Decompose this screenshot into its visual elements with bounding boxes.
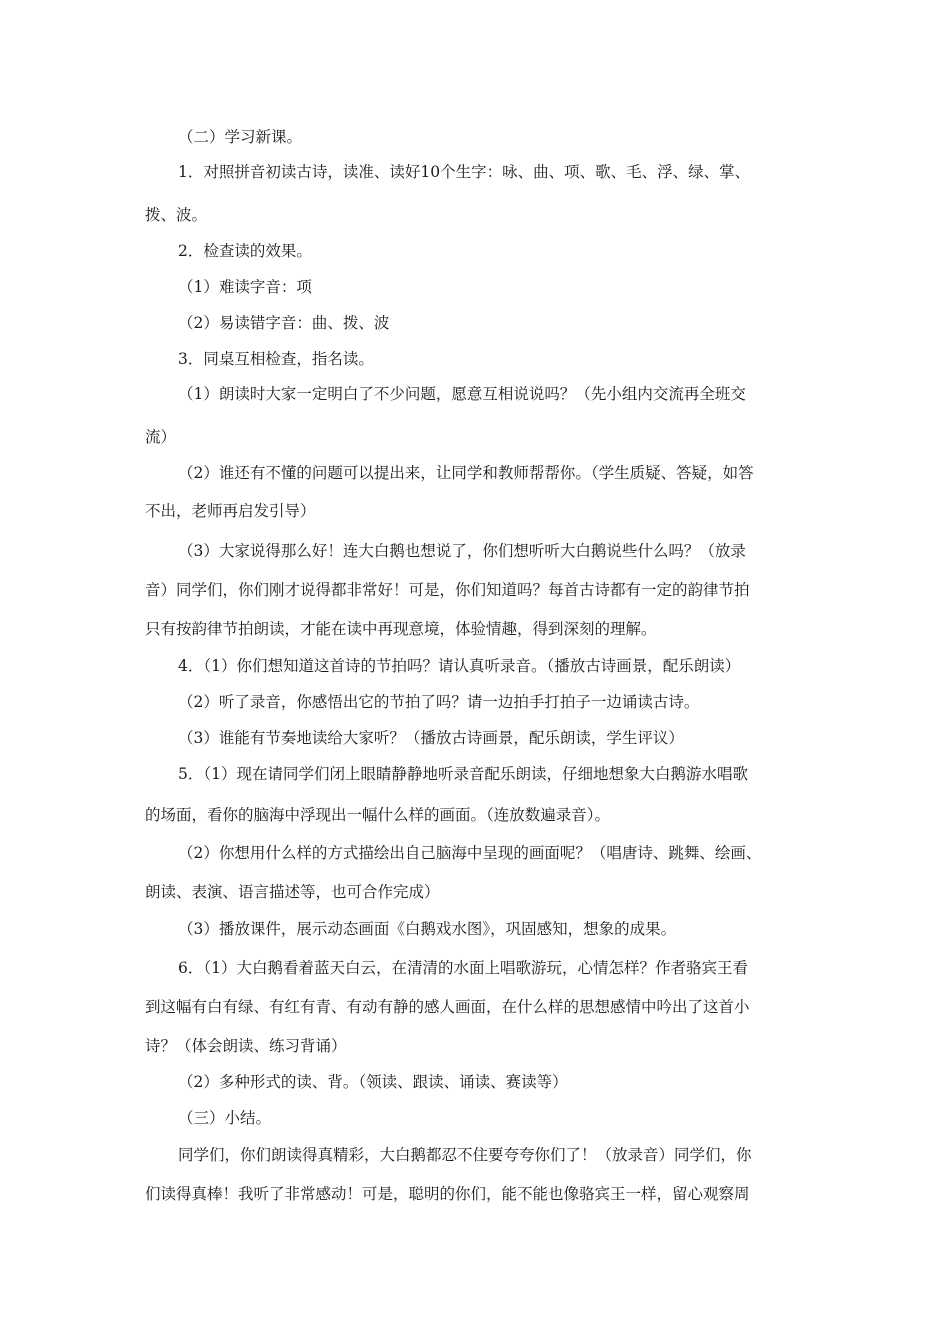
paragraph-line: （3）谁能有节奏地读给大家听？（播放古诗画景，配乐朗读，学生评议）	[178, 729, 684, 747]
paragraph-line: （2）多种形式的读、背。（领读、跟读、诵读、赛读等）	[178, 1073, 568, 1091]
paragraph-line: 2．检查读的效果。	[178, 242, 312, 260]
paragraph-line: 5．（1）现在请同学们闭上眼睛静静地听录音配乐朗读，仔细地想象大白鹅游水唱歌	[178, 765, 748, 783]
paragraph-line: 诗？（体会朗读、练习背诵）	[145, 1037, 347, 1055]
paragraph-line: 不出，老师再启发引导）	[145, 502, 316, 520]
paragraph-line: 4．（1）你们想知道这首诗的节拍吗？请认真听录音。（播放古诗画景，配乐朗读）	[178, 657, 741, 675]
paragraph-line: （3）播放课件，展示动态画面《白鹅戏水图》，巩固感知，想象的成果。	[178, 920, 677, 938]
paragraph-line: （2）你想用什么样的方式描绘出自己脑海中呈现的画面呢？（唱唐诗、跳舞、绘画、	[178, 844, 762, 862]
paragraph-line: 到这幅有白有绿、有红有青、有动有静的感人画面，在什么样的思想感情中吟出了这首小	[145, 998, 750, 1016]
paragraph-line: 3．同桌互相检查，指名读。	[178, 350, 374, 368]
paragraph-line: 朗读、表演、语言描述等，也可合作完成）	[145, 883, 440, 901]
paragraph-line: 们读得真棒！我听了非常感动！可是，聪明的你们，能不能也像骆宾王一样，留心观察周	[145, 1185, 750, 1203]
paragraph-line: 只有按韵律节拍朗读，才能在读中再现意境，体验情趣，得到深刻的理解。	[145, 620, 657, 638]
paragraph-line: 音）同学们，你们刚才说得都非常好！可是，你们知道吗？每首古诗都有一定的韵律节拍	[145, 581, 750, 599]
paragraph-line: （1）朗读时大家一定明白了不少问题，愿意互相说说吗？（先小组内交流再全班交	[178, 385, 746, 403]
paragraph-line: （2）听了录音，你感悟出它的节拍了吗？请一边拍手打拍子一边诵读古诗。	[178, 693, 700, 711]
paragraph-line: 同学们，你们朗读得真精彩，大白鹅都忍不住要夸夸你们了！（放录音）同学们，你	[178, 1146, 752, 1164]
paragraph-line: 拨、波。	[145, 206, 208, 224]
paragraph-line: （1）难读字音：项	[178, 278, 312, 296]
paragraph-line: 的场面，看你的脑海中浮现出一幅什么样的画面。（连放数遍录音）。	[145, 806, 611, 824]
paragraph-line: （2）谁还有不懂的问题可以提出来，让同学和教师帮帮你。（学生质疑、答疑，如答	[178, 464, 754, 482]
paragraph-line: 流）	[145, 428, 177, 446]
paragraph-line: 6．（1）大白鹅看着蓝天白云，在清清的水面上唱歌游玩，心情怎样？作者骆宾王看	[178, 959, 748, 977]
paragraph-line: （3）大家说得那么好！连大白鹅也想说了，你们想听听大白鹅说些什么吗？（放录	[178, 542, 746, 560]
section-heading-summary: （三）小结。	[178, 1109, 272, 1127]
paragraph-line: 1．对照拼音初读古诗，读准、读好10个生字：咏、曲、项、歌、毛、浮、绿、掌、	[178, 163, 751, 181]
paragraph-line: （2）易读错字音：曲、拨、波	[178, 314, 390, 332]
section-heading-learn-new: （二）学习新课。	[178, 128, 303, 146]
